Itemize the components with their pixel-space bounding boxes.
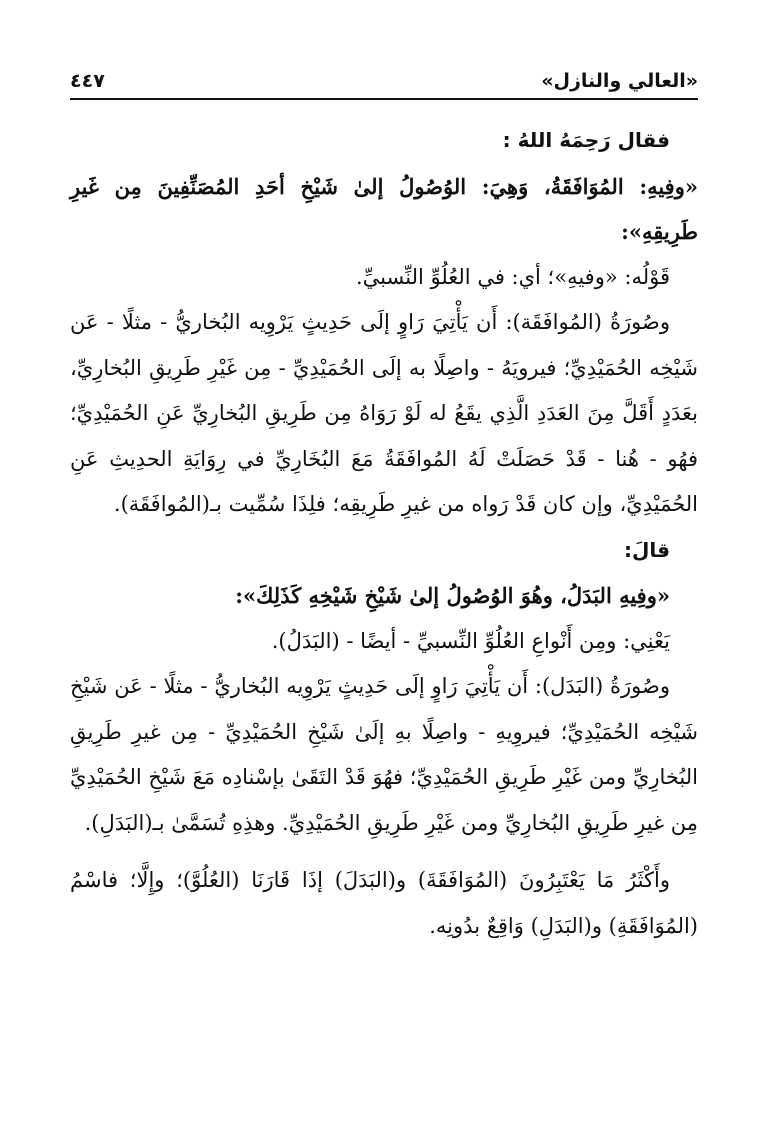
section-heading-faqala: فقال رَحِمَهُ اللهُ : <box>502 128 670 152</box>
matn-quote-badal: «وفِيهِ البَدَلُ، وهُوَ الوُصُولُ إلىٰ شَيْخِ شَيْخِهِ كَذَلِكَ»: <box>235 583 670 608</box>
explanation-paragraph: قَوْلُه: «وفيهِ»؛ أي: في العُلُوِّ النِّسبيِّ. <box>355 264 670 289</box>
section-heading-qala: قالَ: <box>624 537 670 562</box>
header-divider <box>70 98 698 100</box>
page-number: ٤٤٧ <box>70 70 105 92</box>
explanation-paragraph: وصُورَةُ (المُوافَقَة): أَن يَأْتِيَ رَاوٍ إلَى حَدِيثٍ يَرْوِيه البُخاريُّ - مثلًا - عَن شَيْخِه الحُمَيْدِيِّ؛ فيرويَهُ - واصِلًا به إلَى الحُمَيْدِيِّ - مِن غَيْرِ طَرِيقِ البُخارِيِّ، بعَدَدٍ أَقَلَّ مِنَ العَدَدِ الَّذِي يقَعُ له لَوْ رَوَاهُ مِن طَرِيقِ البُخارِيِّ عَنِ الحُمَيْدِيِّ؛ فهُو - هُنا - قَدْ حَصَلَتْ لَهُ المُوافَقَةُ مَعَ البُخَارِيِّ في رِوَايَةِ الحدِيثِ عَنِ الحُمَيْدِيِّ، وإن كان قَدْ رَواه من غيرِ طَرِيقِه؛ فلِذَا سُمِّيت بـ(المُوافَقَة). <box>70 310 698 516</box>
explanation-paragraph: وصُورَةُ (البَدَل): أَن يَأْتِيَ رَاوٍ إلَى حَدِيثٍ يَرْوِيه البُخاريُّ - مثلًا - عَن شَيْخِ شَيْخِه الحُمَيْدِيِّ؛ فيروِيهِ - واصِلًا بهِ إلَىٰ شَيْخِ الحُمَيْدِيِّ - مِن غيرِ طَرِيقِ البُخارِيِّ ومن غَيْرِ طَرِيقِ الحُمَيْدِيِّ؛ فهُوَ قَدْ التَقَىٰ بإسْنادِه مَعَ شَيْخِ الحُمَيْدِيِّ مِن غيرِ طَرِيقِ البُخارِيِّ ومن غَيْرِ طَرِيقِ الحُمَيْدِيِّ. وهذِهِ تُسَمَّىٰ بـ(البَدَلِ). <box>70 674 698 835</box>
main-text <box>70 118 698 949</box>
explanation-paragraph: وأَكْثَرُ مَا يَعْتَبِرُونَ (المُوَافَقَةَ) و(البَدَلَ) إذَا قَارَنَا (العُلُوَّ)؛ وإِلَّا؛ فاسْمُ (المُوَافَقَةِ) و(البَدَلِ) وَاقِعٌ بدُونِه. <box>70 868 698 938</box>
explanation-paragraph: يَعْنِي: ومِن أَنْواعِ العُلُوِّ النِّسبيِّ - أيضًا - (البَدَلُ). <box>271 628 670 653</box>
running-title: «العالي والنازل» <box>541 70 698 92</box>
matn-quote-muwafaqa: «وفِيهِ: المُوَافَقَةُ، وَهِيَ: الوُصُولُ إلىٰ شَيْخِ أحَدِ المُصَنِّفِينَ مِن غَيرِ طَرِيقِهِ»: <box>70 173 698 244</box>
page-header <box>70 62 698 92</box>
